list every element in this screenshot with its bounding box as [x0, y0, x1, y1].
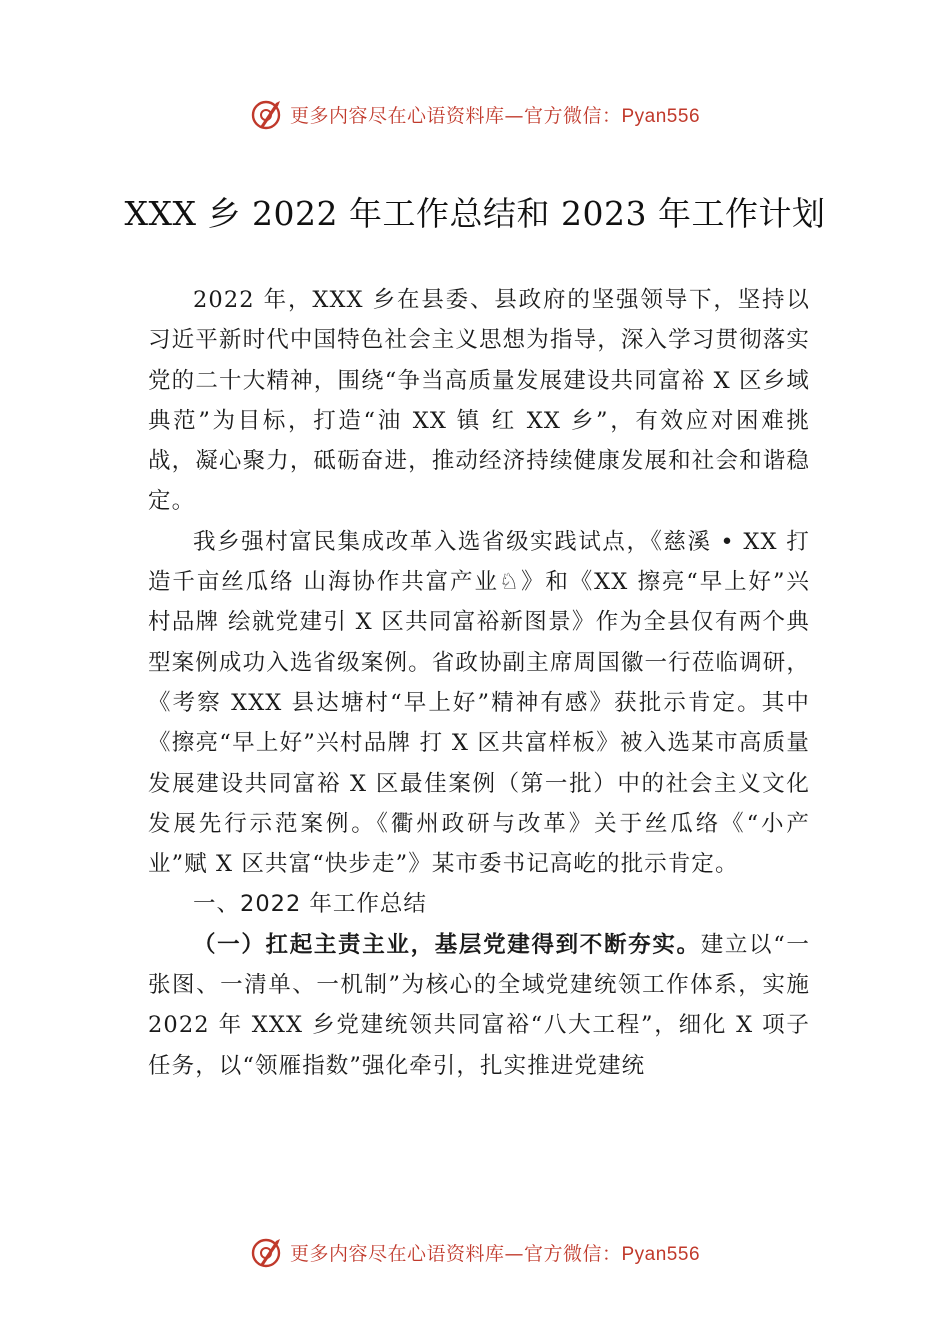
footer-watermark-banner	[0, 1232, 950, 1272]
brush-logo-icon	[250, 97, 284, 131]
subsection-text: 建立以“一张图、一清单、一机制”为核心的全域党建统领工作体系，实施 2022 年 XXX 乡党建统领共同富裕“八大工程”，细化 X 项子任务，以“领雁指数”强化牵引，扎实推进党建统	[148, 931, 810, 1079]
document-body	[148, 280, 810, 1086]
wechat-id: Pyan556	[621, 105, 701, 127]
paragraph-intro: 2022 年，XXX 乡在县委、县政府的坚强领导下，坚持以习近平新时代中国特色社会主义思想为指导，深入学习贯彻落实党的二十大精神，围绕“争当高质量发展建设共同富裕 X 区乡域典范”为目标，打造“油 XX 镇 红 XX 乡”，有效应对困难挑战，凝心聚力，砥砺奋进，推动经济持续健康发展和社会和谐稳定。	[148, 287, 810, 515]
subsection-lead: （一）扛起主责主业，基层党建得到不断夯实。	[193, 931, 701, 958]
header-watermark-banner	[0, 94, 950, 134]
document-title: XXX 乡 2022 年工作总结和 2023 年工作计划	[124, 194, 826, 233]
paragraph-achievements: 我乡强村富民集成改革入选省级实践试点，《慈溪 • XX 打造千亩丝瓜络 山海协作共富产业♘》和《XX 擦亮“早上好”兴村品牌 绘就党建引 X 区共同富裕新图景》作为全县仅有两个典型案例成功入选省级案例。省政协副主席周国徽一行莅临调研，《考察 XXX 县达塘村“早上好”精神有感》获批示肯定。其中《擦亮“早上好”兴村品牌 打 X 区共富样板》被入选某市高质量发展建设共同富裕 X 区最佳案例（第一批）中的社会主义文化发展先行示范案例。《衢州政研与改革》关于丝瓜络《“小产业”赋 X 区共富“快步走”》某市委书记高屹的批示肯定。	[148, 528, 810, 878]
brush-logo-icon	[250, 1235, 284, 1269]
section-heading: 一、2022 年工作总结	[193, 891, 427, 918]
header-watermark-text: 更多内容尽在心语资料库—官方微信：Pyan556	[289, 104, 701, 127]
paragraph-subsection-1	[148, 925, 810, 1086]
wechat-id: Pyan556	[621, 1243, 701, 1265]
footer-watermark-text: 更多内容尽在心语资料库—官方微信：Pyan556	[289, 1242, 701, 1265]
